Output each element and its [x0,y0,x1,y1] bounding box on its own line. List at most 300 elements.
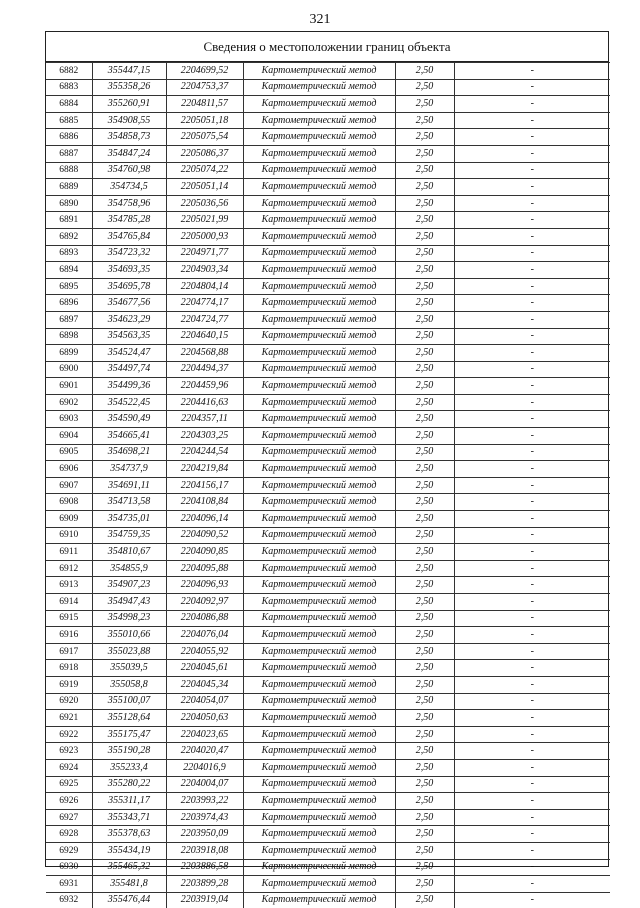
point-number-cell: 6895 [46,278,92,295]
y-coordinate-cell: 2203950,09 [166,826,243,843]
accuracy-cell: 2,50 [395,212,454,229]
accuracy-cell: 2,50 [395,511,454,528]
method-cell: Картометрический метод [243,262,395,279]
method-cell: Картометрический метод [243,859,395,876]
x-coordinate-cell: 354785,28 [92,212,166,229]
point-number-cell: 6896 [46,295,92,312]
x-coordinate-cell: 355465,32 [92,859,166,876]
point-number-cell: 6919 [46,676,92,693]
page-number: 321 [0,12,640,28]
point-number-cell: 6932 [46,892,92,908]
x-coordinate-cell: 355100,07 [92,693,166,710]
x-coordinate-cell: 354907,23 [92,577,166,594]
accuracy-cell: 2,50 [395,79,454,96]
point-number-cell: 6894 [46,262,92,279]
method-cell: Картометрический метод [243,693,395,710]
point-number-cell: 6904 [46,428,92,445]
table-row [46,394,610,411]
description-cell: - [454,112,610,129]
boundary-table-sheet [45,31,609,867]
x-coordinate-cell: 354947,43 [92,594,166,611]
description-cell: - [454,809,610,826]
description-cell: - [454,79,610,96]
y-coordinate-cell: 2203899,28 [166,876,243,893]
point-number-cell: 6892 [46,228,92,245]
accuracy-cell: 2,50 [395,278,454,295]
y-coordinate-cell: 2204244,54 [166,444,243,461]
description-cell: - [454,594,610,611]
accuracy-cell: 2,50 [395,162,454,179]
y-coordinate-cell: 2204020,47 [166,743,243,760]
table-row [46,710,610,727]
description-cell: - [454,494,610,511]
point-number-cell: 6906 [46,461,92,478]
y-coordinate-cell: 2203993,22 [166,793,243,810]
table-row [46,809,610,826]
point-number-cell: 6903 [46,411,92,428]
table-row [46,228,610,245]
table-row [46,129,610,146]
method-cell: Картометрический метод [243,477,395,494]
y-coordinate-cell: 2204054,07 [166,693,243,710]
point-number-cell: 6899 [46,345,92,362]
method-cell: Картометрический метод [243,179,395,196]
accuracy-cell: 2,50 [395,710,454,727]
description-cell: - [454,627,610,644]
accuracy-cell: 2,50 [395,676,454,693]
x-coordinate-cell: 354623,29 [92,311,166,328]
method-cell: Картометрический метод [243,112,395,129]
table-row [46,726,610,743]
y-coordinate-cell: 2204219,84 [166,461,243,478]
accuracy-cell: 2,50 [395,112,454,129]
x-coordinate-cell: 354695,78 [92,278,166,295]
accuracy-cell: 2,50 [395,345,454,362]
method-cell: Картометрический метод [243,643,395,660]
table-row [46,511,610,528]
x-coordinate-cell: 354759,35 [92,527,166,544]
method-cell: Картометрический метод [243,295,395,312]
table-row [46,428,610,445]
y-coordinate-cell: 2204095,88 [166,560,243,577]
method-cell: Картометрический метод [243,428,395,445]
point-number-cell: 6882 [46,63,92,80]
point-number-cell: 6928 [46,826,92,843]
description-cell: - [454,693,610,710]
x-coordinate-cell: 354677,56 [92,295,166,312]
description-cell: - [454,743,610,760]
y-coordinate-cell: 2204045,34 [166,676,243,693]
y-coordinate-cell: 2204004,07 [166,776,243,793]
method-cell: Картометрический метод [243,79,395,96]
y-coordinate-cell: 2204050,63 [166,710,243,727]
x-coordinate-cell: 354723,32 [92,245,166,262]
table-row [46,776,610,793]
accuracy-cell: 2,50 [395,195,454,212]
table-row [46,577,610,594]
accuracy-cell: 2,50 [395,394,454,411]
y-coordinate-cell: 2204459,96 [166,378,243,395]
description-cell: - [454,776,610,793]
accuracy-cell: 2,50 [395,494,454,511]
point-number-cell: 6921 [46,710,92,727]
y-coordinate-cell: 2204303,25 [166,428,243,445]
table-row [46,544,610,561]
table-row [46,311,610,328]
accuracy-cell: 2,50 [395,560,454,577]
x-coordinate-cell: 354691,11 [92,477,166,494]
coordinates-table [46,62,610,908]
description-cell: - [454,162,610,179]
description-cell: - [454,826,610,843]
table-row [46,594,610,611]
x-coordinate-cell: 354698,21 [92,444,166,461]
method-cell: Картометрический метод [243,743,395,760]
description-cell: - [454,394,610,411]
accuracy-cell: 2,50 [395,544,454,561]
y-coordinate-cell: 2205051,14 [166,179,243,196]
y-coordinate-cell: 2204016,9 [166,759,243,776]
x-coordinate-cell: 354998,23 [92,610,166,627]
method-cell: Картометрический метод [243,494,395,511]
table-row [46,162,610,179]
x-coordinate-cell: 354713,58 [92,494,166,511]
x-coordinate-cell: 354734,5 [92,179,166,196]
accuracy-cell: 2,50 [395,245,454,262]
description-cell: - [454,660,610,677]
method-cell: Картометрический метод [243,759,395,776]
y-coordinate-cell: 2204076,04 [166,627,243,644]
x-coordinate-cell: 354499,36 [92,378,166,395]
x-coordinate-cell: 355343,71 [92,809,166,826]
accuracy-cell: 2,50 [395,610,454,627]
y-coordinate-cell: 2204108,84 [166,494,243,511]
y-coordinate-cell: 2203918,08 [166,842,243,859]
description-cell: - [454,461,610,478]
coordinates-table-body [46,63,610,908]
description-cell: - [454,477,610,494]
x-coordinate-cell: 354737,9 [92,461,166,478]
point-number-cell: 6908 [46,494,92,511]
point-number-cell: 6918 [46,660,92,677]
y-coordinate-cell: 2204055,92 [166,643,243,660]
description-cell: - [454,145,610,162]
method-cell: Картометрический метод [243,842,395,859]
point-number-cell: 6930 [46,859,92,876]
accuracy-cell: 2,50 [395,726,454,743]
table-row [46,627,610,644]
x-coordinate-cell: 354760,98 [92,162,166,179]
point-number-cell: 6887 [46,145,92,162]
method-cell: Картометрический метод [243,809,395,826]
x-coordinate-cell: 354908,55 [92,112,166,129]
method-cell: Картометрический метод [243,129,395,146]
method-cell: Картометрический метод [243,212,395,229]
accuracy-cell: 2,50 [395,295,454,312]
point-number-cell: 6893 [46,245,92,262]
table-row [46,195,610,212]
description-cell: - [454,195,610,212]
description-cell: - [454,710,610,727]
method-cell: Картометрический метод [243,63,395,80]
x-coordinate-cell: 355023,88 [92,643,166,660]
y-coordinate-cell: 2204045,61 [166,660,243,677]
table-row [46,842,610,859]
accuracy-cell: 2,50 [395,892,454,908]
description-cell: - [454,643,610,660]
accuracy-cell: 2,50 [395,444,454,461]
table-row [46,96,610,113]
description-cell: - [454,361,610,378]
table-row [46,610,610,627]
method-cell: Картометрический метод [243,145,395,162]
y-coordinate-cell: 2204416,63 [166,394,243,411]
point-number-cell: 6902 [46,394,92,411]
description-cell: - [454,129,610,146]
table-row [46,444,610,461]
method-cell: Картометрический метод [243,411,395,428]
description-cell: - [454,228,610,245]
accuracy-cell: 2,50 [395,809,454,826]
accuracy-cell: 2,50 [395,660,454,677]
point-number-cell: 6914 [46,594,92,611]
method-cell: Картометрический метод [243,710,395,727]
x-coordinate-cell: 354563,35 [92,328,166,345]
point-number-cell: 6916 [46,627,92,644]
point-number-cell: 6931 [46,876,92,893]
accuracy-cell: 2,50 [395,262,454,279]
y-coordinate-cell: 2204971,77 [166,245,243,262]
accuracy-cell: 2,50 [395,776,454,793]
y-coordinate-cell: 2204753,37 [166,79,243,96]
y-coordinate-cell: 2204096,93 [166,577,243,594]
accuracy-cell: 2,50 [395,411,454,428]
table-row [46,494,610,511]
table-row [46,378,610,395]
point-number-cell: 6905 [46,444,92,461]
description-cell: - [454,179,610,196]
table-row [46,79,610,96]
table-row [46,328,610,345]
method-cell: Картометрический метод [243,793,395,810]
method-cell: Картометрический метод [243,96,395,113]
point-number-cell: 6891 [46,212,92,229]
description-cell: - [454,328,610,345]
method-cell: Картометрический метод [243,610,395,627]
x-coordinate-cell: 355175,47 [92,726,166,743]
method-cell: Картометрический метод [243,195,395,212]
table-row [46,793,610,810]
table-row [46,411,610,428]
description-cell: - [454,245,610,262]
x-coordinate-cell: 355447,15 [92,63,166,80]
y-coordinate-cell: 2204774,17 [166,295,243,312]
point-number-cell: 6886 [46,129,92,146]
y-coordinate-cell: 2204804,14 [166,278,243,295]
accuracy-cell: 2,50 [395,461,454,478]
table-row [46,527,610,544]
description-cell: - [454,262,610,279]
accuracy-cell: 2,50 [395,328,454,345]
table-row [46,859,610,876]
accuracy-cell: 2,50 [395,577,454,594]
y-coordinate-cell: 2204811,57 [166,96,243,113]
accuracy-cell: 2,50 [395,311,454,328]
method-cell: Картометрический метод [243,311,395,328]
y-coordinate-cell: 2205075,54 [166,129,243,146]
accuracy-cell: 2,50 [395,627,454,644]
description-cell: - [454,892,610,908]
method-cell: Картометрический метод [243,527,395,544]
description-cell: - [454,560,610,577]
x-coordinate-cell: 355058,8 [92,676,166,693]
point-number-cell: 6926 [46,793,92,810]
table-row [46,826,610,843]
table-row [46,278,610,295]
method-cell: Картометрический метод [243,544,395,561]
point-number-cell: 6915 [46,610,92,627]
accuracy-cell: 2,50 [395,477,454,494]
method-cell: Картометрический метод [243,511,395,528]
method-cell: Картометрический метод [243,594,395,611]
table-row [46,245,610,262]
description-cell: - [454,610,610,627]
method-cell: Картометрический метод [243,726,395,743]
y-coordinate-cell: 2204724,77 [166,311,243,328]
accuracy-cell: 2,50 [395,594,454,611]
table-row [46,212,610,229]
y-coordinate-cell: 2204023,65 [166,726,243,743]
point-number-cell: 6898 [46,328,92,345]
y-coordinate-cell: 2205036,56 [166,195,243,212]
section-title: Сведения о местоположении границ объекта [46,32,608,62]
description-cell: - [454,63,610,80]
x-coordinate-cell: 355039,5 [92,660,166,677]
accuracy-cell: 2,50 [395,743,454,760]
accuracy-cell: 2,50 [395,361,454,378]
table-row [46,179,610,196]
point-number-cell: 6920 [46,693,92,710]
x-coordinate-cell: 355358,26 [92,79,166,96]
point-number-cell: 6929 [46,842,92,859]
table-row [46,63,610,80]
x-coordinate-cell: 354665,41 [92,428,166,445]
x-coordinate-cell: 355233,4 [92,759,166,776]
description-cell: - [454,411,610,428]
method-cell: Картометрический метод [243,444,395,461]
table-row [46,660,610,677]
y-coordinate-cell: 2204494,37 [166,361,243,378]
x-coordinate-cell: 354855,9 [92,560,166,577]
description-cell: - [454,726,610,743]
y-coordinate-cell: 2205086,37 [166,145,243,162]
point-number-cell: 6912 [46,560,92,577]
accuracy-cell: 2,50 [395,842,454,859]
point-number-cell: 6900 [46,361,92,378]
table-row [46,743,610,760]
point-number-cell: 6910 [46,527,92,544]
table-row [46,295,610,312]
point-number-cell: 6909 [46,511,92,528]
y-coordinate-cell: 2204090,85 [166,544,243,561]
point-number-cell: 6885 [46,112,92,129]
x-coordinate-cell: 354497,74 [92,361,166,378]
y-coordinate-cell: 2204090,52 [166,527,243,544]
accuracy-cell: 2,50 [395,643,454,660]
x-coordinate-cell: 354810,67 [92,544,166,561]
point-number-cell: 6883 [46,79,92,96]
description-cell: - [454,842,610,859]
point-number-cell: 6927 [46,809,92,826]
accuracy-cell: 2,50 [395,759,454,776]
accuracy-cell: 2,50 [395,876,454,893]
point-number-cell: 6884 [46,96,92,113]
description-cell: - [454,428,610,445]
accuracy-cell: 2,50 [395,527,454,544]
x-coordinate-cell: 354735,01 [92,511,166,528]
y-coordinate-cell: 2204640,15 [166,328,243,345]
point-number-cell: 6911 [46,544,92,561]
x-coordinate-cell: 354758,96 [92,195,166,212]
method-cell: Картометрический метод [243,378,395,395]
description-cell: - [454,96,610,113]
description-cell: - [454,345,610,362]
accuracy-cell: 2,50 [395,145,454,162]
y-coordinate-cell: 2204156,17 [166,477,243,494]
method-cell: Картометрический метод [243,228,395,245]
accuracy-cell: 2,50 [395,179,454,196]
accuracy-cell: 2,50 [395,826,454,843]
y-coordinate-cell: 2204568,88 [166,345,243,362]
table-row [46,759,610,776]
y-coordinate-cell: 2204699,52 [166,63,243,80]
point-number-cell: 6897 [46,311,92,328]
description-cell: - [454,676,610,693]
y-coordinate-cell: 2204092,97 [166,594,243,611]
description-cell: - [454,511,610,528]
method-cell: Картометрический метод [243,627,395,644]
x-coordinate-cell: 354847,24 [92,145,166,162]
method-cell: Картометрический метод [243,876,395,893]
x-coordinate-cell: 354590,49 [92,411,166,428]
x-coordinate-cell: 355280,22 [92,776,166,793]
accuracy-cell: 2,50 [395,129,454,146]
method-cell: Картометрический метод [243,660,395,677]
table-row [46,876,610,893]
description-cell: - [454,378,610,395]
x-coordinate-cell: 355378,63 [92,826,166,843]
table-row [46,676,610,693]
table-row [46,560,610,577]
x-coordinate-cell: 355260,91 [92,96,166,113]
point-number-cell: 6922 [46,726,92,743]
x-coordinate-cell: 354522,45 [92,394,166,411]
point-number-cell: 6913 [46,577,92,594]
method-cell: Картометрический метод [243,461,395,478]
accuracy-cell: 2,50 [395,63,454,80]
description-cell: - [454,544,610,561]
method-cell: Картометрический метод [243,776,395,793]
table-row [46,262,610,279]
y-coordinate-cell: 2203919,04 [166,892,243,908]
method-cell: Картометрический метод [243,162,395,179]
point-number-cell: 6925 [46,776,92,793]
description-cell: - [454,577,610,594]
description-cell: - [454,793,610,810]
method-cell: Картометрический метод [243,676,395,693]
x-coordinate-cell: 354693,35 [92,262,166,279]
method-cell: Картометрический метод [243,361,395,378]
